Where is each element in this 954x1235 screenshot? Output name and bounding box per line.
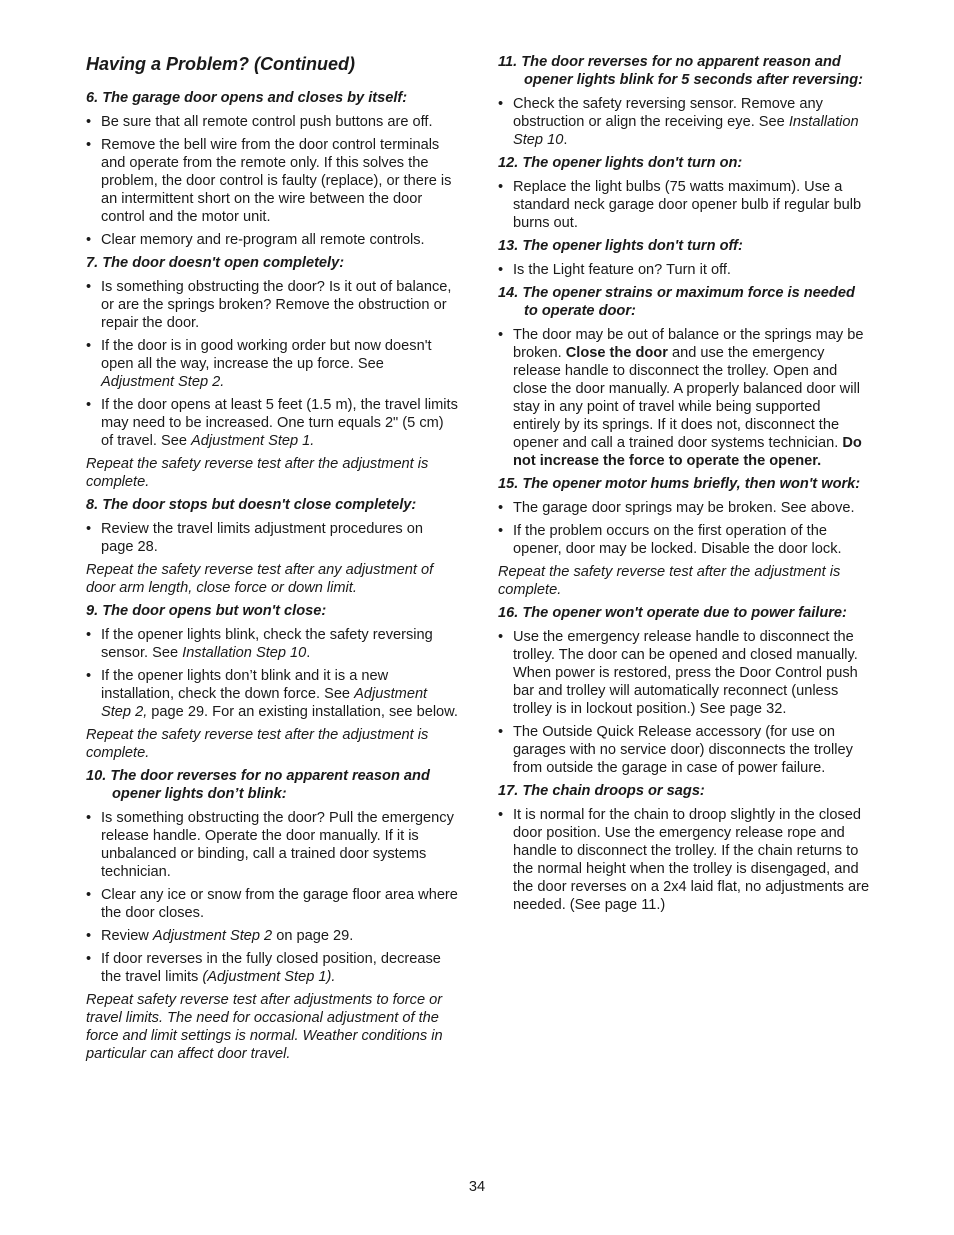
repeat-test-note: Repeat the safety reverse test after the adjustment is complete. (86, 727, 429, 761)
bullet-list (498, 178, 870, 232)
section-9 (86, 602, 458, 762)
item-text: If the door is in good working order but now doesn't open all the way, increase the up force. See (101, 338, 432, 372)
list-item: • Clear memory and re-program all remote controls. (86, 231, 458, 249)
left-column (86, 53, 458, 1068)
repeat-test-note: Repeat the safety reverse test after any adjustment of door arm length, close force or down limit. (86, 562, 434, 596)
repeat-test-note: Repeat the safety reverse test after the adjustment is complete. (498, 564, 841, 598)
section-heading: 14. The opener strains or maximum force is needed to operate door: (498, 285, 855, 319)
repeat-test-note: Repeat safety reverse test after adjustments to force or travel limits. The need for occasional adjustment of the force and limit settings is normal. Weather conditions in particular can affect door travel. (86, 992, 443, 1062)
bullet-list (498, 499, 870, 558)
list-item: • Be sure that all remote control push buttons are off. (86, 113, 458, 131)
section-17 (498, 782, 870, 914)
section-7 (86, 254, 458, 491)
section-heading: 17. The chain droops or sags: (498, 783, 705, 799)
list-item: • Is something obstructing the door? Is it out of balance, or are the springs broken? Remove the obstruction or repair the door. (86, 278, 458, 332)
list-item (86, 927, 458, 945)
item-text: If the opener lights don’t blink and it is a new installation, check the down force. See (101, 668, 389, 702)
cross-reference: Adjustment Step 2. (101, 374, 225, 390)
section-heading: 8. The door stops but doesn't close completely: (86, 497, 417, 513)
page-number: 34 (468, 1179, 486, 1195)
list-item (86, 950, 458, 986)
item-text: Check the safety reversing sensor. Remove any obstruction or align the receiving eye. See (513, 96, 823, 130)
list-item (498, 326, 870, 470)
bullet-list (498, 326, 870, 470)
list-item: • Replace the light bulbs (75 watts maximum). Use a standard neck garage door opener bulb if regular bulb burns out. (498, 178, 870, 232)
section-heading: 9. The door opens but won't close: (86, 603, 327, 619)
list-item (86, 396, 458, 450)
section-heading: 11. The door reverses for no apparent reason and opener lights blink for 5 seconds after reversing: (498, 54, 863, 88)
list-item: • Remove the bell wire from the door control terminals and operate from the remote only. If this solves the problem, the door control is faulty (replace), or there is an intermittent short on the wire between the door control and the motor unit. (86, 136, 458, 226)
section-12 (498, 154, 870, 232)
bullet-list (498, 628, 870, 777)
section-heading: 6. The garage door opens and closes by itself: (86, 90, 408, 106)
item-text: If the opener lights blink, check the safety reversing sensor. See (101, 627, 433, 661)
list-item: • Use the emergency release handle to disconnect the trolley. The door can be opened and closed manually. When power is restored, press the Door Control push bar and trolley will automatically reconnect (unless trolley is in lockout position.) See page 32. (498, 628, 870, 718)
section-16 (498, 604, 870, 777)
item-text: page 29. For an existing installation, see below. (147, 704, 458, 720)
list-item (498, 95, 870, 149)
list-item: • Review the travel limits adjustment procedures on page 28. (86, 520, 458, 556)
item-text: Review (101, 928, 153, 944)
list-item: • The Outside Quick Release accessory (for use on garages with no service door) disconnects the trolley from outside the garage in case of power failure. (498, 723, 870, 777)
section-13 (498, 237, 870, 279)
list-item: • Clear any ice or snow from the garage floor area where the door closes. (86, 886, 458, 922)
list-item: • Is something obstructing the door? Pull the emergency release handle. Operate the door manually. If it is unbalanced or binding, call a trained door systems technician. (86, 809, 458, 881)
section-14 (498, 284, 870, 470)
list-item (86, 667, 458, 721)
section-heading: 13. The opener lights don't turn off: (498, 238, 743, 254)
cross-reference: Adjustment Step 1. (191, 433, 315, 449)
cross-reference: Installation Step 10 (513, 114, 859, 148)
emphasis-text: Do not increase the force to operate the opener. (513, 435, 862, 469)
item-text: If the door opens at least 5 feet (1.5 m), the travel limits may need to be increased. One turn equals 2" (5 cm) of travel. See (101, 397, 458, 449)
bullet-list (86, 113, 458, 249)
cross-reference: Installation Step 10 (182, 645, 307, 661)
list-item: • The garage door springs may be broken. See above. (498, 499, 870, 517)
section-heading: 12. The opener lights don't turn on: (498, 155, 743, 171)
emphasis-text: Close the door (565, 345, 668, 361)
section-heading: 10. The door reverses for no apparent reason and opener lights don’t blink: (86, 768, 430, 802)
list-item: • Is the Light feature on? Turn it off. (498, 261, 870, 279)
section-8 (86, 496, 458, 597)
item-text: The door may be out of balance or the springs may be broken. (513, 327, 864, 361)
cross-reference: (Adjustment Step 1). (202, 969, 336, 985)
item-text: . (563, 132, 568, 148)
right-column (498, 53, 870, 919)
bullet-list (86, 809, 458, 986)
section-10 (86, 767, 458, 1063)
section-11 (498, 53, 870, 149)
list-item (86, 626, 458, 662)
list-item: • If the problem occurs on the first operation of the opener, door may be locked. Disable the door lock. (498, 522, 870, 558)
page-title: Having a Problem? (Continued) (86, 54, 356, 74)
cross-reference: Adjustment Step 2, (101, 686, 428, 720)
cross-reference: Adjustment Step 2 (152, 928, 273, 944)
section-heading: 15. The opener motor hums briefly, then won't work: (498, 476, 861, 492)
bullet-list (86, 278, 458, 450)
bullet-list (498, 806, 870, 914)
repeat-test-note: Repeat the safety reverse test after the adjustment is complete. (86, 456, 429, 490)
item-text: on page 29. (272, 928, 354, 944)
bullet-list (498, 95, 870, 149)
item-text: If door reverses in the fully closed position, decrease the travel limits (101, 951, 441, 985)
section-6 (86, 89, 458, 249)
list-item: • It is normal for the chain to droop slightly in the closed door position. Use the emergency release rope and handle to disconnect the trolley. If the chain returns to the normal height when the trolley is disengaged, and the door reverses on a 2x4 laid flat, no adjustments are needed. (See page 11.) (498, 806, 870, 914)
section-heading: 16. The opener won't operate due to power failure: (498, 605, 847, 621)
section-15 (498, 475, 870, 599)
section-heading: 7. The door doesn't open completely: (86, 255, 345, 271)
list-item (86, 337, 458, 391)
item-text: and use the emergency release handle to disconnect the trolley. Open and close the door manually. A properly balanced door will stay in any point of travel while being supported entirely by its springs. If it does not, disconnect the opener and call a trained door systems technician. (513, 345, 860, 451)
bullet-list (86, 626, 458, 721)
bullet-list (498, 261, 870, 279)
item-text: . (306, 645, 311, 661)
bullet-list (86, 520, 458, 556)
